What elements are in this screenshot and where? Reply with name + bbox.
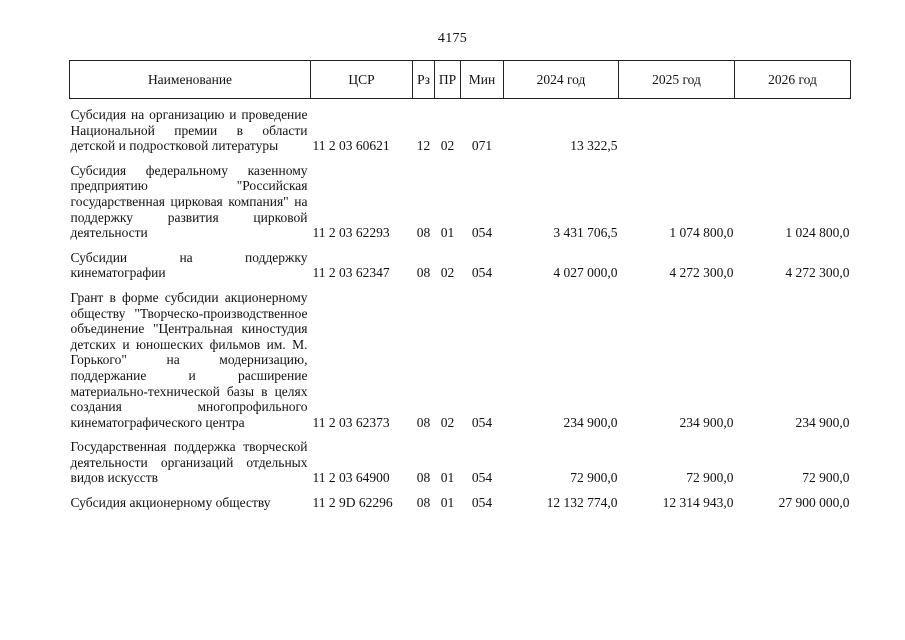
row-2025: 1 074 800,0 [669,225,734,241]
header-2024: 2024 год [504,61,619,99]
row-rz: 08 [416,265,431,281]
table-row [70,495,851,520]
row-2024: 3 431 706,5 [553,225,618,241]
row-2024: 13 322,5 [570,138,618,154]
row-csr: 11 2 03 62347 [312,265,390,281]
row-pr: 02 [440,414,455,430]
row-2024: 234 900,0 [563,414,618,430]
budget-table [69,60,851,520]
row-min: 054 [471,495,493,511]
row-2025: 72 900,0 [686,470,734,486]
row-rz: 08 [416,470,431,486]
table-row [70,250,851,290]
row-rz: 08 [416,414,431,430]
row-min: 054 [471,470,493,486]
row-pr: 01 [440,225,455,241]
row-min: 071 [471,138,493,154]
header-rz: Рз [413,61,435,99]
row-pr: 01 [440,495,455,511]
table-header [70,61,851,99]
row-pr: 02 [440,138,455,154]
row-2024: 72 900,0 [570,470,618,486]
row-rz: 08 [416,225,431,241]
row-rz: 08 [416,495,431,511]
table-row [70,439,851,495]
row-2025: 234 900,0 [679,414,734,430]
row-min: 054 [471,225,493,241]
row-min: 054 [471,265,493,281]
header-name: Наименование [70,61,311,99]
row-pr: 01 [440,470,455,486]
row-pr: 02 [440,265,455,281]
header-pr: ПР [435,61,461,99]
row-2025 [619,99,735,163]
row-name: Субсидия акционерному обществу [70,495,271,511]
page-number: 4175 [437,31,468,46]
header-2026: 2026 год [735,61,851,99]
row-rz: 12 [416,138,431,154]
row-csr: 11 2 03 62293 [312,225,390,241]
row-2024: 4 027 000,0 [553,265,618,281]
row-name: Субсидия федеральному казенному предприятию "Российская государственная цирковая компания" на поддержку развития цирковой деятельности [70,162,308,241]
row-2026: 27 900 000,0 [778,495,850,511]
row-2026: 72 900,0 [802,470,850,486]
row-2024: 12 132 774,0 [546,495,618,511]
row-csr: 11 2 03 62373 [312,414,390,430]
header-csr: ЦСР [311,61,413,99]
header-row [70,61,851,99]
row-2026: 1 024 800,0 [785,225,850,241]
row-name: Государственная поддержка творческой деятельности организаций отдельных видов искусств [70,439,308,486]
row-2025: 12 314 943,0 [662,495,734,511]
row-2026: 234 900,0 [795,414,850,430]
table-row [70,290,851,439]
table-row [70,99,851,163]
table-row [70,163,851,250]
table-body [70,99,851,520]
header-2025: 2025 год [619,61,735,99]
row-name: Субсидии на поддержку кинематографии [70,249,308,281]
row-csr: 11 2 03 64900 [312,470,390,486]
row-csr: 11 2 9D 62296 [312,495,393,511]
row-2026 [735,99,851,163]
row-name: Грант в форме субсидии акционерному обществу "Творческо-производственное объединение "Центральная киностудия детских и юношеских фильмов им. М. Горького" на модернизацию, поддержание и расширение материально-технической базы в целях создания многопрофильного кинематографического центра [70,289,308,430]
row-2025: 4 272 300,0 [669,265,734,281]
row-min: 054 [471,414,493,430]
row-name: Субсидия на организацию и проведение Национальной премии в области детской и подростковой литературы [70,107,308,154]
row-2026: 4 272 300,0 [785,265,850,281]
row-csr: 11 2 03 60621 [312,138,390,154]
header-min: Мин [461,61,504,99]
